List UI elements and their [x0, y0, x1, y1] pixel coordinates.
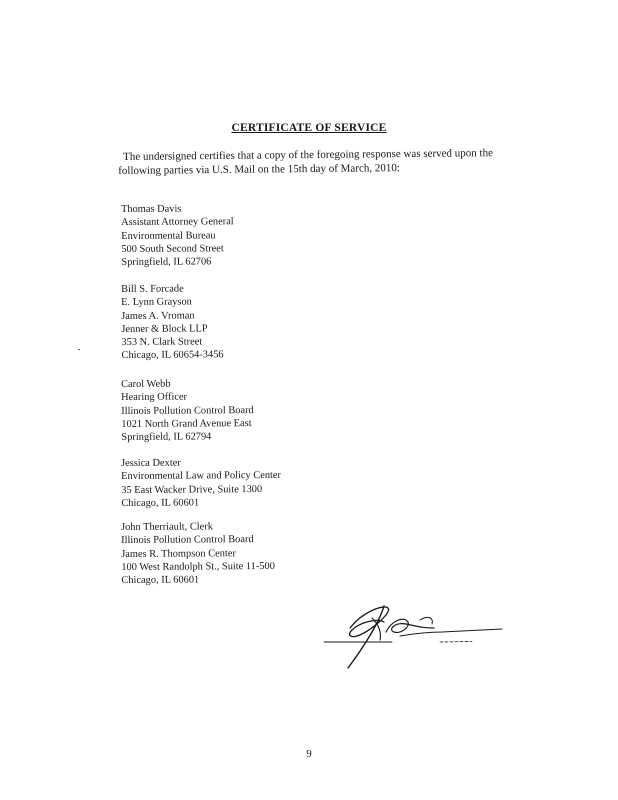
address-line: Environmental Law and Policy Center [121, 470, 282, 483]
address-line: Jessica Dexter [121, 457, 181, 469]
address-block-jessica-dexter [121, 456, 281, 510]
intro-line-1: The undersigned certifies that a copy of the foregoing response was served upon the [123, 147, 494, 163]
address-line: 500 South Second Street [121, 243, 224, 255]
address-block-carol-webb [121, 377, 254, 444]
intro-paragraph [120, 146, 525, 178]
address-line: 353 N. Clark Street [121, 336, 203, 349]
address-line: 100 West Randolph St., Suite 11-500 [121, 560, 275, 573]
address-line: Springfield, IL 62706 [121, 256, 212, 269]
address-line: Illinois Pollution Control Board [121, 534, 254, 547]
address-line: 35 East Wacker Drive, Suite 1300 [121, 483, 263, 496]
document-title: CERTIFICATE OF SERVICE [231, 122, 387, 134]
address-line: Springfield, IL 62794 [121, 431, 212, 444]
address-line: Chicago, IL 60654-3456 [121, 349, 224, 362]
address-line: Hearing Officer [121, 391, 188, 404]
address-line: Chicago, IL 60601 [121, 574, 200, 587]
address-line: Bill S. Forcade [121, 283, 184, 295]
address-line: John Therriault, Clerk [121, 521, 213, 533]
address-line: James R. Thompson Center [121, 547, 236, 560]
address-block-john-therriault [121, 520, 275, 588]
handwritten-signature [322, 598, 532, 670]
address-line: Chicago, IL 60601 [121, 497, 200, 509]
address-line: Environmental Bureau [121, 229, 216, 242]
address-line: Carol Webb [121, 378, 171, 390]
page-number: 9 [306, 748, 312, 760]
address-block-thomas-davis [121, 202, 234, 269]
address-line: 1021 North Grand Avenue East [121, 417, 252, 430]
address-line: Jenner & Block LLP [121, 323, 208, 335]
address-line: Illinois Pollution Control Board [121, 404, 254, 417]
address-block-jenner-block [121, 282, 224, 362]
address-line: Thomas Davis [121, 203, 182, 215]
address-line: James A. Vroman [121, 310, 195, 322]
margin-mark [78, 349, 80, 350]
address-line: Assistant Attorney General [121, 216, 234, 229]
address-line: E. Lynn Grayson [121, 296, 192, 309]
intro-line-2: following parties via U.S. Mail on the 15th day of March, 2010: [118, 162, 400, 178]
